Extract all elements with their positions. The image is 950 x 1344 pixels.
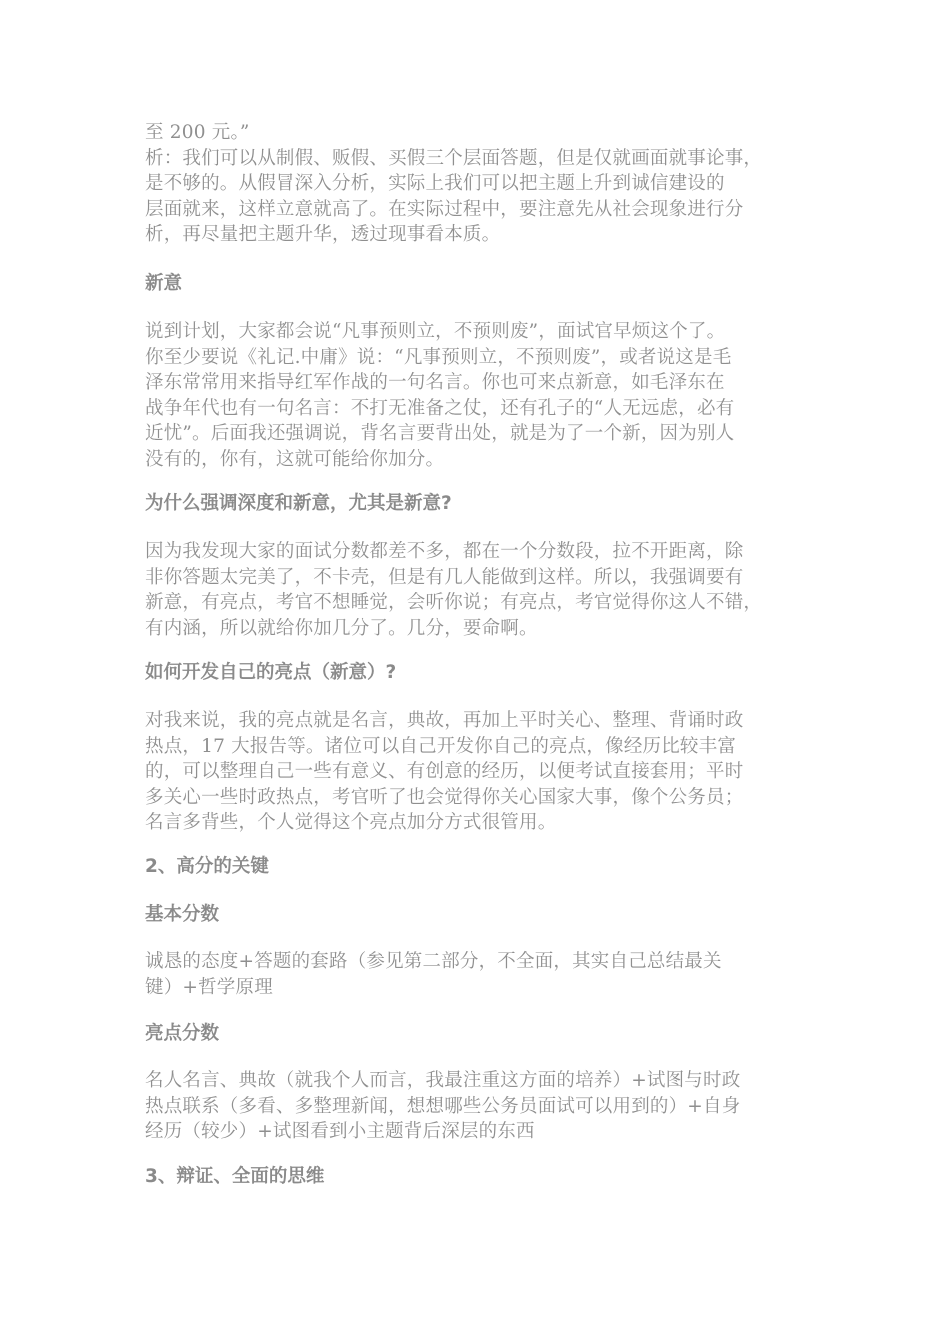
text-line: 热点联系（多看、多整理新闻，想想哪些公务员面试可以用到的）+自身 (145, 1095, 741, 1117)
text-line: 有内涵，所以就给你加几分了。几分，要命啊。 (145, 617, 538, 639)
paragraph-why-novelty (145, 539, 762, 641)
text-line: 你至少要说《礼记.中庸》说：“凡事预则立，不预则废”，或者说这是毛 (145, 346, 732, 368)
text-line: 层面就来，这样立意就高了。在实际过程中，要注意先从社会现象进行分 (145, 198, 744, 220)
text-line: 因为我发现大家的面试分数都差不多，都在一个分数段，拉不开距离，除 (145, 541, 744, 562)
text-line: 泽东常常用来指导红军作战的一句名言。你也可来点新意，如毛泽东在 (145, 372, 725, 393)
text-line: 战争年代也有一句名言：不打无准备之仗，还有孔子的“人无远虑，必有 (145, 397, 735, 419)
text-line: 名人名言、典故（就我个人而言，我最注重这方面的培养）+试图与时政 (145, 1070, 741, 1091)
text-line: 新意，有亮点，考官不想睡觉，会听你说；有亮点，考官觉得你这人不错， (145, 592, 763, 613)
section-heading-why-novelty: 为什么强调深度和新意，尤其是新意? (145, 493, 452, 514)
subheading-basic-score: 基本分数 (145, 904, 220, 925)
text-line: 诚恳的态度+答题的套路（参见第二部分，不全面，其实自己总结最关 (145, 951, 722, 972)
section-heading-novelty: 新意 (145, 273, 183, 294)
section-heading-high-score: 2、高分的关键 (145, 856, 269, 877)
text-line: 名言多背些，个人觉得这个亮点加分方式很管用。 (145, 812, 557, 833)
paragraph-basic-score (145, 949, 722, 1000)
text-line: 是不够的。从假冒深入分析，实际上我们可以把主题上升到诚信建设的 (145, 173, 725, 194)
text-line: 热点，17 大报告等。诸位可以自己开发你自己的亮点，像经历比较丰富 (145, 735, 737, 757)
text-line: 对我来说，我的亮点就是名言，典故，再加上平时关心、整理、背诵时政 (145, 710, 744, 731)
text-line: 近忧”。后面我还强调说，背名言要背出处，就是为了一个新，因为别人 (145, 423, 735, 444)
text-line: 多关心一些时政热点，考官听了也会觉得你关心国家大事，像个公务员； (145, 786, 744, 808)
text-line: 至 200 元。” (145, 122, 250, 143)
text-line: 非你答题太完美了，不卡壳，但是有几人能做到这样。所以，我强调要有 (145, 566, 744, 588)
section-heading-highlights: 如何开发自己的亮点（新意）? (145, 662, 397, 683)
paragraph-highlights (145, 708, 743, 836)
text-line: 析，再尽量把主题升华，透过现事看本质。 (145, 224, 501, 245)
text-line: 经历（较少）+试图看到小主题背后深层的东西 (145, 1121, 535, 1142)
text-line: 没有的，你有，这就可能给你加分。 (145, 448, 445, 470)
text-line: 键）+哲学原理 (145, 976, 273, 998)
text-line: 析：我们可以从制假、贩假、买假三个层面答题，但是仅就画面就事论事， (145, 147, 763, 169)
section-heading-dialectical: 3、辩证、全面的思维 (145, 1166, 325, 1187)
paragraph-highlight-score (145, 1068, 740, 1145)
paragraph-intro (145, 120, 762, 248)
subheading-highlight-score: 亮点分数 (145, 1023, 220, 1044)
text-line: 说到计划，大家都会说“凡事预则立，不预则废”，面试官早烦这个了。 (145, 321, 726, 342)
text-line: 的，可以整理自己一些有意义、有创意的经历，以便考试直接套用；平时 (145, 761, 744, 782)
paragraph-novelty (145, 319, 734, 472)
